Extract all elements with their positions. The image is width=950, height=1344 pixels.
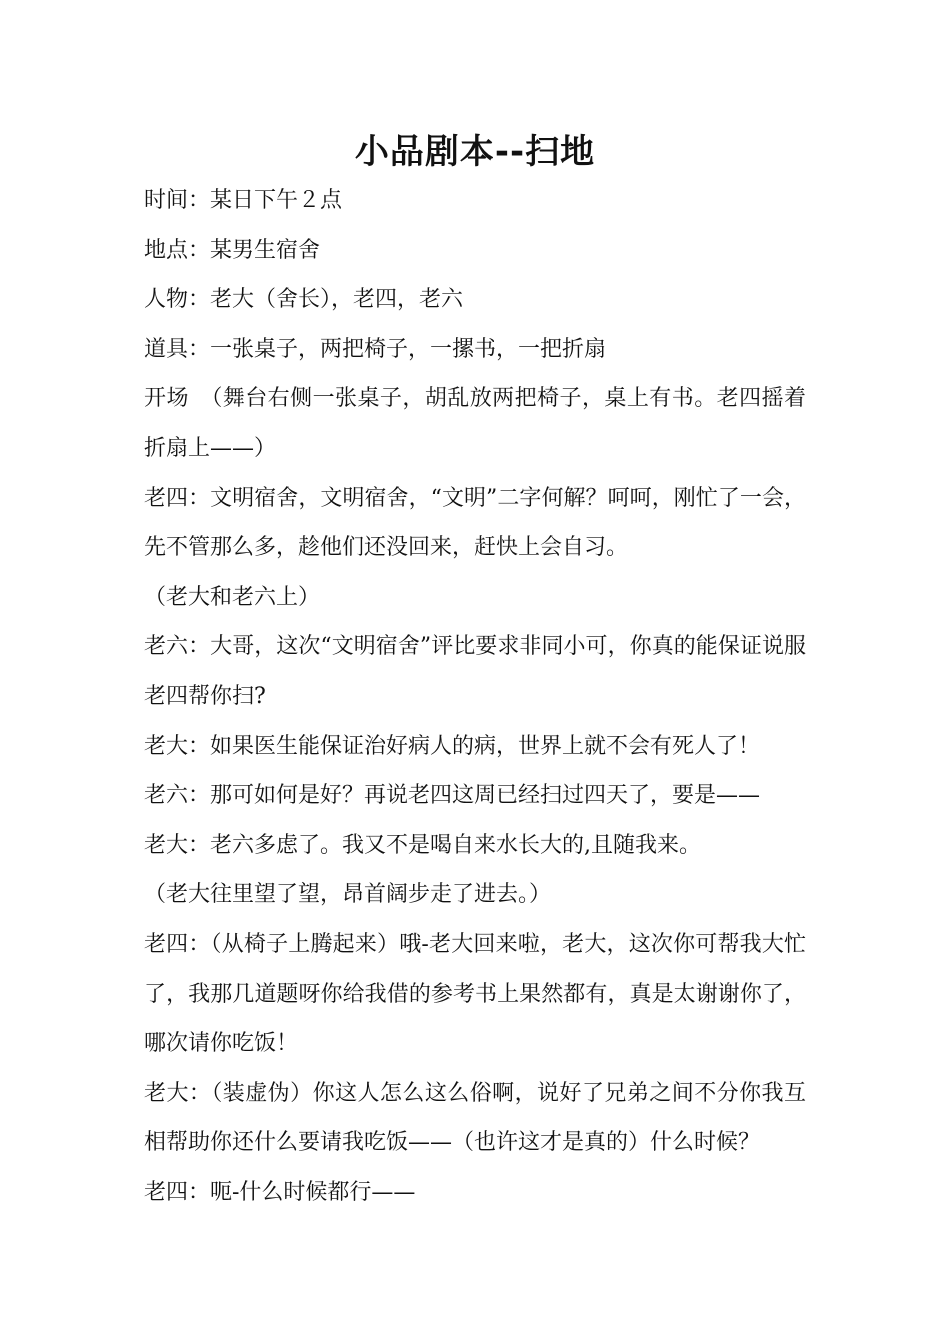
dialogue-line: 老大：（装虚伪）你这人怎么这么俗啊，说好了兄弟之间不分你我互相帮助你还什么要请我吃饭——（也许这才是真的）什么时候？	[144, 1080, 806, 1156]
dialogue-line: 老大：如果医生能保证治好病人的病，世界上就不会有死人了！	[144, 733, 761, 759]
dialogue-line: 老六：那可如何是好？再说老四这周已经扫过四天了，要是——	[144, 783, 761, 809]
paragraph-location: 地点：某男生宿舍	[144, 237, 321, 263]
stage-direction: （老大往里望了望，昂首阔步走了进去。）	[144, 882, 552, 908]
document-title: 小品剧本--扫地	[354, 132, 596, 172]
document-body	[144, 176, 806, 1217]
dialogue-line: 老四：文明宿舍，文明宿舍，“文明”二字何解？呵呵，刚忙了一会，先不管那么多，趁他们还没回来，赶快上会自习。	[144, 485, 806, 561]
dialogue-line: 老大：老六多虑了。我又不是喝自来水长大的,且随我来。	[144, 832, 701, 858]
dialogue-line: 老四：呃-什么时候都行——	[144, 1179, 416, 1205]
stage-direction: （老大和老六上）	[144, 584, 321, 610]
paragraph-time: 时间：某日下午２点	[144, 188, 343, 213]
dialogue-line: 老四：（从椅子上腾起来）哦-老大回来啦，老大，这次你可帮我大忙了，我那几道题呀你给我借的参考书上果然都有，真是太谢谢你了，哪次请你吃饭！	[144, 931, 806, 1057]
paragraph-opening: 开场 （舞台右侧一张桌子，胡乱放两把椅子，桌上有书。老四摇着折扇上——）	[144, 386, 806, 461]
dialogue-line: 老六：大哥，这次“文明宿舍”评比要求非同小可，你真的能保证说服老四帮你扫?	[144, 634, 806, 709]
paragraph-characters: 人物：老大（舍长），老四，老六	[144, 287, 464, 313]
paragraph-props: 道具：一张桌子，两把椅子，一摞书，一把折扇	[144, 336, 607, 362]
